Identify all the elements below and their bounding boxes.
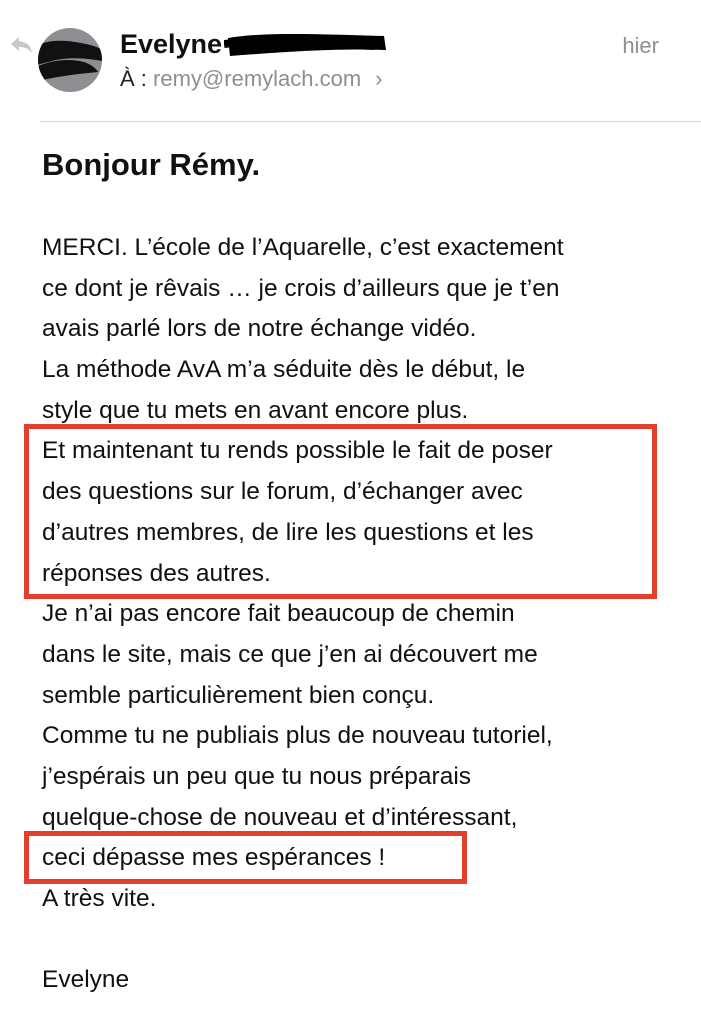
message-date: hier xyxy=(622,33,659,58)
signature: Evelyne xyxy=(42,966,130,994)
body-line: ceci dépasse mes espérances ! xyxy=(42,844,386,872)
body-line: réponses des autres. xyxy=(42,559,271,587)
body-line: style que tu mets en avant encore plus. xyxy=(42,396,469,424)
mail-header xyxy=(0,0,701,122)
recipient-prefix: À : xyxy=(120,66,147,91)
body-line: La méthode AvA m’a séduite dès le début, le xyxy=(42,356,526,384)
chevron-right-icon[interactable]: › xyxy=(375,66,383,91)
message-body xyxy=(42,228,692,1001)
avatar-redaction-scribble xyxy=(38,28,102,92)
blank-line xyxy=(42,920,692,961)
body-line: j’espérais un peu que tu nous préparais xyxy=(42,762,472,790)
body-line: dans le site, mais ce que j’en ai découvert me xyxy=(42,640,538,668)
body-line: Je n’ai pas encore fait beaucoup de chemin xyxy=(42,600,515,628)
header-divider xyxy=(40,121,701,122)
recipient-row[interactable] xyxy=(120,64,383,94)
body-line: d’autres membres, de lire les questions et les xyxy=(42,518,534,546)
avatar[interactable] xyxy=(38,28,102,92)
body-line: Et maintenant tu rends possible le fait de poser xyxy=(42,437,553,465)
highlight-box-expectations xyxy=(24,831,467,884)
recipient-address[interactable]: remy@remylach.com xyxy=(153,66,362,91)
sender-name[interactable]: Evelyne xyxy=(120,29,223,59)
body-line: des questions sur le forum, d’échanger avec xyxy=(42,478,523,506)
body-line: Comme tu ne publiais plus de nouveau tutoriel, xyxy=(42,722,553,750)
body-line: semble particulièrement bien conçu. xyxy=(42,681,435,709)
sender-name-redaction xyxy=(224,30,388,58)
body-line: ce dont je rêvais … je crois d’ailleurs que je t’en xyxy=(42,274,560,302)
body-line: quelque-chose de nouveau et d’intéressant, xyxy=(42,803,518,831)
body-line: A très vite. xyxy=(42,885,157,912)
body-line: MERCI. L’école de l’Aquarelle, c’est exactement xyxy=(42,234,564,261)
reply-arrow-icon[interactable] xyxy=(8,34,34,56)
message-greeting: Bonjour Rémy. xyxy=(42,147,261,182)
body-line: avais parlé lors de notre échange vidéo. xyxy=(42,315,477,343)
highlight-box-forum xyxy=(24,424,657,599)
